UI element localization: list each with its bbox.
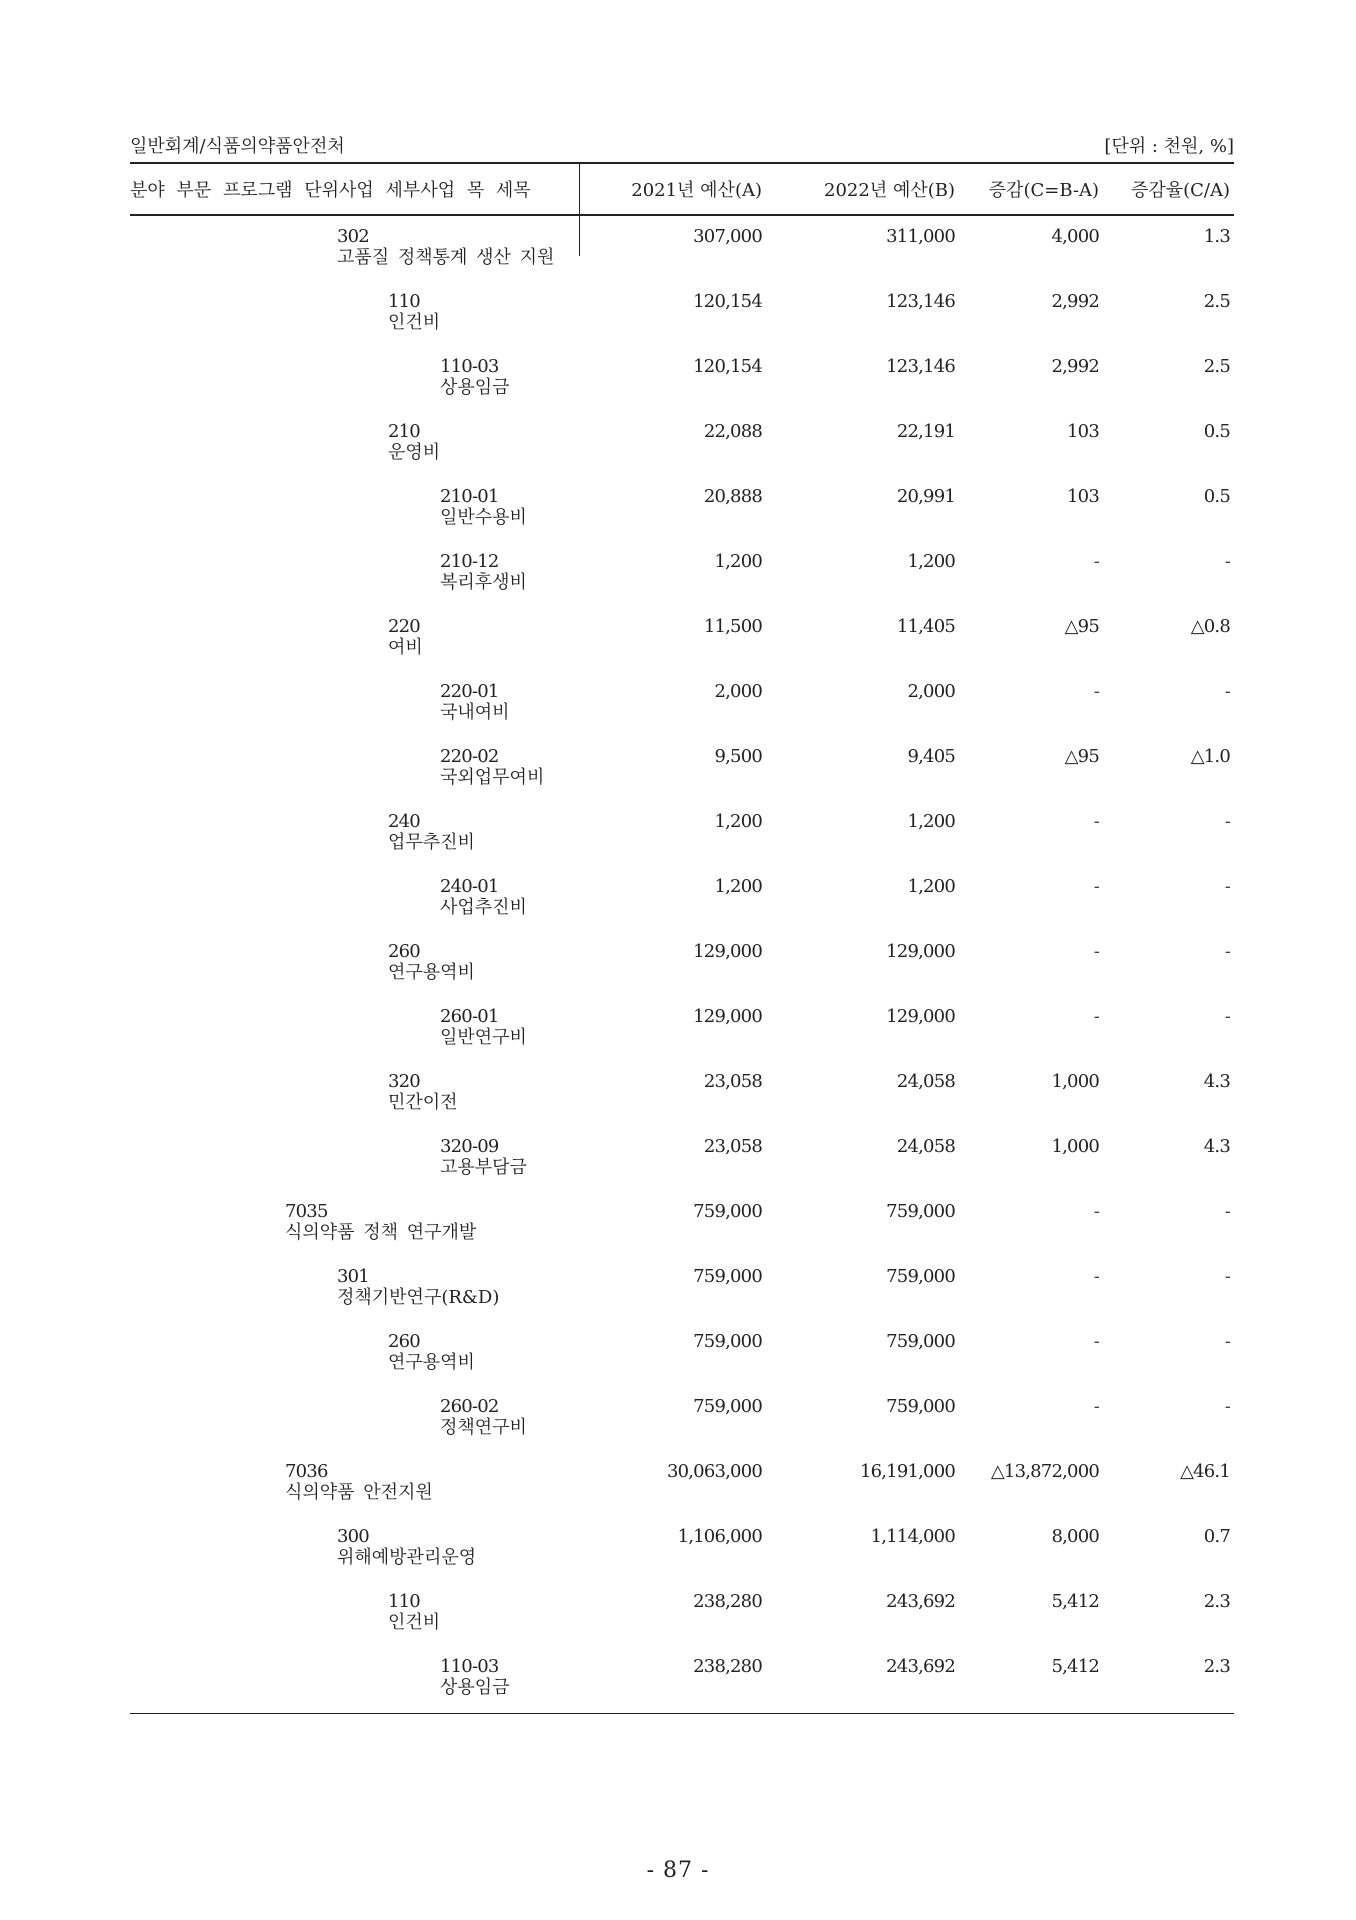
row-change: 1,000 [1051,1071,1099,1092]
row-name-cell [130,931,580,983]
row-label: 위해예방관리운영 [337,1547,477,1568]
row-label: 고품질 정책통계 생산 지원 [337,247,555,268]
row-code: 240-01 [440,876,499,897]
row-name-cell [130,1516,580,1568]
row-budget-2021: 20,888 [703,486,762,507]
row-budget-2022: 1,200 [907,876,955,897]
row-code: 110 [388,291,420,312]
table-row [130,411,1234,476]
row-change: 2,992 [1051,356,1099,377]
row-budget-2021: 759,000 [693,1266,762,1287]
row-code: 260-02 [440,1396,499,1417]
row-name-cell [130,346,580,398]
row-label: 운영비 [388,442,441,463]
row-change: - [1093,1396,1099,1417]
row-label: 국외업무여비 [440,767,545,788]
row-label: 국내여비 [440,702,510,723]
table-row [130,801,1234,866]
row-code: 220 [388,616,420,637]
table-row [130,1646,1234,1711]
row-budget-2021: 23,058 [703,1071,762,1092]
row-budget-2022: 759,000 [886,1266,955,1287]
row-name-cell [130,996,580,1048]
row-label: 연구용역비 [388,962,475,983]
row-change-rate: - [1224,1331,1230,1352]
row-code: 220-02 [440,746,499,767]
row-code: 220-01 [440,681,499,702]
row-change: 2,992 [1051,291,1099,312]
row-change: - [1093,1006,1099,1027]
table-row [130,216,1234,281]
unit-label: [단위 : 천원, %] [1104,136,1234,157]
row-change: 103 [1067,486,1099,507]
row-change: 103 [1067,421,1099,442]
row-budget-2022: 311,000 [886,226,955,247]
row-label: 일반연구비 [440,1027,527,1048]
row-budget-2021: 759,000 [693,1201,762,1222]
row-budget-2022: 129,000 [886,1006,955,1027]
row-budget-2022: 243,692 [886,1591,955,1612]
row-change: △13,872,000 [990,1461,1099,1482]
bottom-rule [130,1713,1234,1714]
row-change-rate: 2.5 [1203,291,1230,312]
row-change: - [1093,681,1099,702]
table-row [130,1451,1234,1516]
row-budget-2022: 243,692 [886,1656,955,1677]
row-change-rate: - [1224,1266,1230,1287]
row-budget-2022: 24,058 [896,1071,955,1092]
table-row [130,1126,1234,1191]
row-budget-2021: 1,200 [714,551,762,572]
budget-page [130,130,1234,1714]
row-budget-2022: 24,058 [896,1136,955,1157]
row-code: 110 [388,1591,420,1612]
row-label: 상용임금 [440,377,510,398]
row-change: 5,412 [1051,1591,1099,1612]
row-budget-2021: 2,000 [714,681,762,702]
row-name-cell [130,216,580,268]
row-change-rate: 0.5 [1203,486,1230,507]
table-meta [130,130,1234,162]
table-row [130,671,1234,736]
row-label: 여비 [388,637,423,658]
row-budget-2021: 1,200 [714,876,762,897]
row-code: 210-01 [440,486,499,507]
row-code: 210 [388,421,420,442]
table-row [130,1191,1234,1256]
row-code: 110-03 [440,356,499,377]
row-change: 4,000 [1051,226,1099,247]
row-code: 260 [388,941,420,962]
row-change-rate: - [1224,876,1230,897]
row-name-cell [130,1451,580,1503]
row-change-rate: - [1224,941,1230,962]
row-change: △95 [1064,616,1099,637]
row-change-rate: - [1224,551,1230,572]
row-budget-2021: 23,058 [703,1136,762,1157]
row-label: 식의약품 안전지원 [285,1482,433,1503]
row-name-cell [130,1126,580,1178]
row-name-cell [130,1256,580,1308]
row-change-rate: - [1224,1201,1230,1222]
header-name: 분야 부문 프로그램 단위사업 세부사업 목 세목 [130,164,580,214]
row-code: 301 [337,1266,369,1287]
row-code: 320-09 [440,1136,499,1157]
header-change-rate: 증감율(C/A) [1130,180,1230,201]
row-budget-2021: 238,280 [693,1591,762,1612]
row-label: 사업추진비 [440,897,527,918]
row-label: 일반수용비 [440,507,527,528]
table-header [130,164,1234,214]
row-change: △95 [1064,746,1099,767]
table-row [130,1386,1234,1451]
row-change-rate: 0.5 [1203,421,1230,442]
row-name-cell [130,411,580,463]
row-budget-2021: 129,000 [693,1006,762,1027]
row-budget-2021: 120,154 [693,291,762,312]
row-name-cell [130,1386,580,1438]
row-label: 인건비 [388,1612,441,1633]
table-row [130,346,1234,411]
row-budget-2021: 1,106,000 [677,1526,762,1547]
row-code: 210-12 [440,551,499,572]
row-budget-2022: 16,191,000 [859,1461,955,1482]
row-label: 업무추진비 [388,832,475,853]
table-row [130,866,1234,931]
row-change: - [1093,941,1099,962]
row-budget-2022: 759,000 [886,1201,955,1222]
row-change: - [1093,811,1099,832]
row-change-rate: 0.7 [1203,1526,1230,1547]
row-name-cell [130,606,580,658]
row-name-cell [130,476,580,528]
row-change-rate: 2.5 [1203,356,1230,377]
table-row [130,996,1234,1061]
row-change: - [1093,1201,1099,1222]
row-label: 식의약품 정책 연구개발 [285,1222,477,1243]
row-code: 7036 [285,1461,328,1482]
row-change-rate: 4.3 [1203,1071,1230,1092]
row-change: - [1093,1331,1099,1352]
header-budget-2022: 2022년 예산(B) [824,180,955,201]
row-budget-2021: 1,200 [714,811,762,832]
row-budget-2021: 759,000 [693,1331,762,1352]
row-change: 1,000 [1051,1136,1099,1157]
row-change-rate: - [1224,1396,1230,1417]
row-budget-2022: 22,191 [896,421,955,442]
row-code: 320 [388,1071,420,1092]
page-number: - 87 - [646,1858,710,1883]
row-budget-2022: 129,000 [886,941,955,962]
row-change: 8,000 [1051,1526,1099,1547]
row-budget-2022: 1,114,000 [870,1526,955,1547]
table-row [130,1256,1234,1321]
header-budget-2021: 2021년 예산(A) [631,180,762,201]
row-change-rate: △46.1 [1180,1461,1230,1482]
row-budget-2021: 9,500 [714,746,762,767]
table-row [130,476,1234,541]
row-budget-2021: 307,000 [693,226,762,247]
row-name-cell [130,736,580,788]
row-label: 연구용역비 [388,1352,475,1373]
row-budget-2022: 11,405 [896,616,955,637]
row-name-cell [130,1191,580,1243]
table-row [130,281,1234,346]
row-budget-2021: 120,154 [693,356,762,377]
row-change: - [1093,876,1099,897]
row-code: 7035 [285,1201,328,1222]
row-label: 고용부담금 [440,1157,527,1178]
row-budget-2021: 22,088 [703,421,762,442]
row-label: 복리후생비 [440,572,527,593]
table-row [130,736,1234,801]
row-name-cell [130,1061,580,1113]
row-change-rate: △0.8 [1190,616,1230,637]
row-code: 260 [388,1331,420,1352]
row-budget-2022: 9,405 [907,746,955,767]
row-name-cell [130,866,580,918]
header-change: 증감(C=B-A) [988,180,1099,201]
row-change-rate: △1.0 [1190,746,1230,767]
row-name-cell [130,1646,580,1698]
row-name-cell [130,1581,580,1633]
row-name-cell [130,541,580,593]
table-row [130,1061,1234,1126]
row-name-cell [130,801,580,853]
table-row [130,1516,1234,1581]
row-budget-2022: 2,000 [907,681,955,702]
table-row [130,606,1234,671]
row-budget-2021: 129,000 [693,941,762,962]
row-code: 302 [337,226,369,247]
row-budget-2022: 759,000 [886,1396,955,1417]
row-label: 정책기반연구(R&D) [337,1287,500,1308]
row-change-rate: 4.3 [1203,1136,1230,1157]
table-row [130,541,1234,606]
table-row [130,1581,1234,1646]
row-change-rate: 2.3 [1203,1591,1230,1612]
row-budget-2022: 759,000 [886,1331,955,1352]
row-budget-2022: 123,146 [886,356,955,377]
row-change: 5,412 [1051,1656,1099,1677]
row-label: 민간이전 [388,1092,458,1113]
table-row [130,1321,1234,1386]
row-budget-2021: 238,280 [693,1656,762,1677]
row-code: 110-03 [440,1656,499,1677]
row-change-rate: - [1224,811,1230,832]
row-code: 240 [388,811,420,832]
row-name-cell [130,281,580,333]
row-code: 300 [337,1526,369,1547]
row-budget-2021: 11,500 [703,616,762,637]
account-title: 일반회계/식품의약품안전처 [130,136,345,157]
row-budget-2022: 123,146 [886,291,955,312]
row-label: 인건비 [388,312,441,333]
row-budget-2022: 1,200 [907,551,955,572]
row-budget-2021: 759,000 [693,1396,762,1417]
row-change-rate: - [1224,681,1230,702]
row-change-rate: - [1224,1006,1230,1027]
table-row [130,931,1234,996]
row-change-rate: 1.3 [1203,226,1230,247]
row-change: - [1093,551,1099,572]
table-body [130,216,1234,1713]
row-label: 상용임금 [440,1677,510,1698]
row-change: - [1093,1266,1099,1287]
row-code: 260-01 [440,1006,499,1027]
row-budget-2022: 1,200 [907,811,955,832]
row-budget-2022: 20,991 [896,486,955,507]
row-name-cell [130,671,580,723]
row-change-rate: 2.3 [1203,1656,1230,1677]
row-budget-2021: 30,063,000 [666,1461,762,1482]
row-name-cell [130,1321,580,1373]
row-label: 정책연구비 [440,1417,527,1438]
